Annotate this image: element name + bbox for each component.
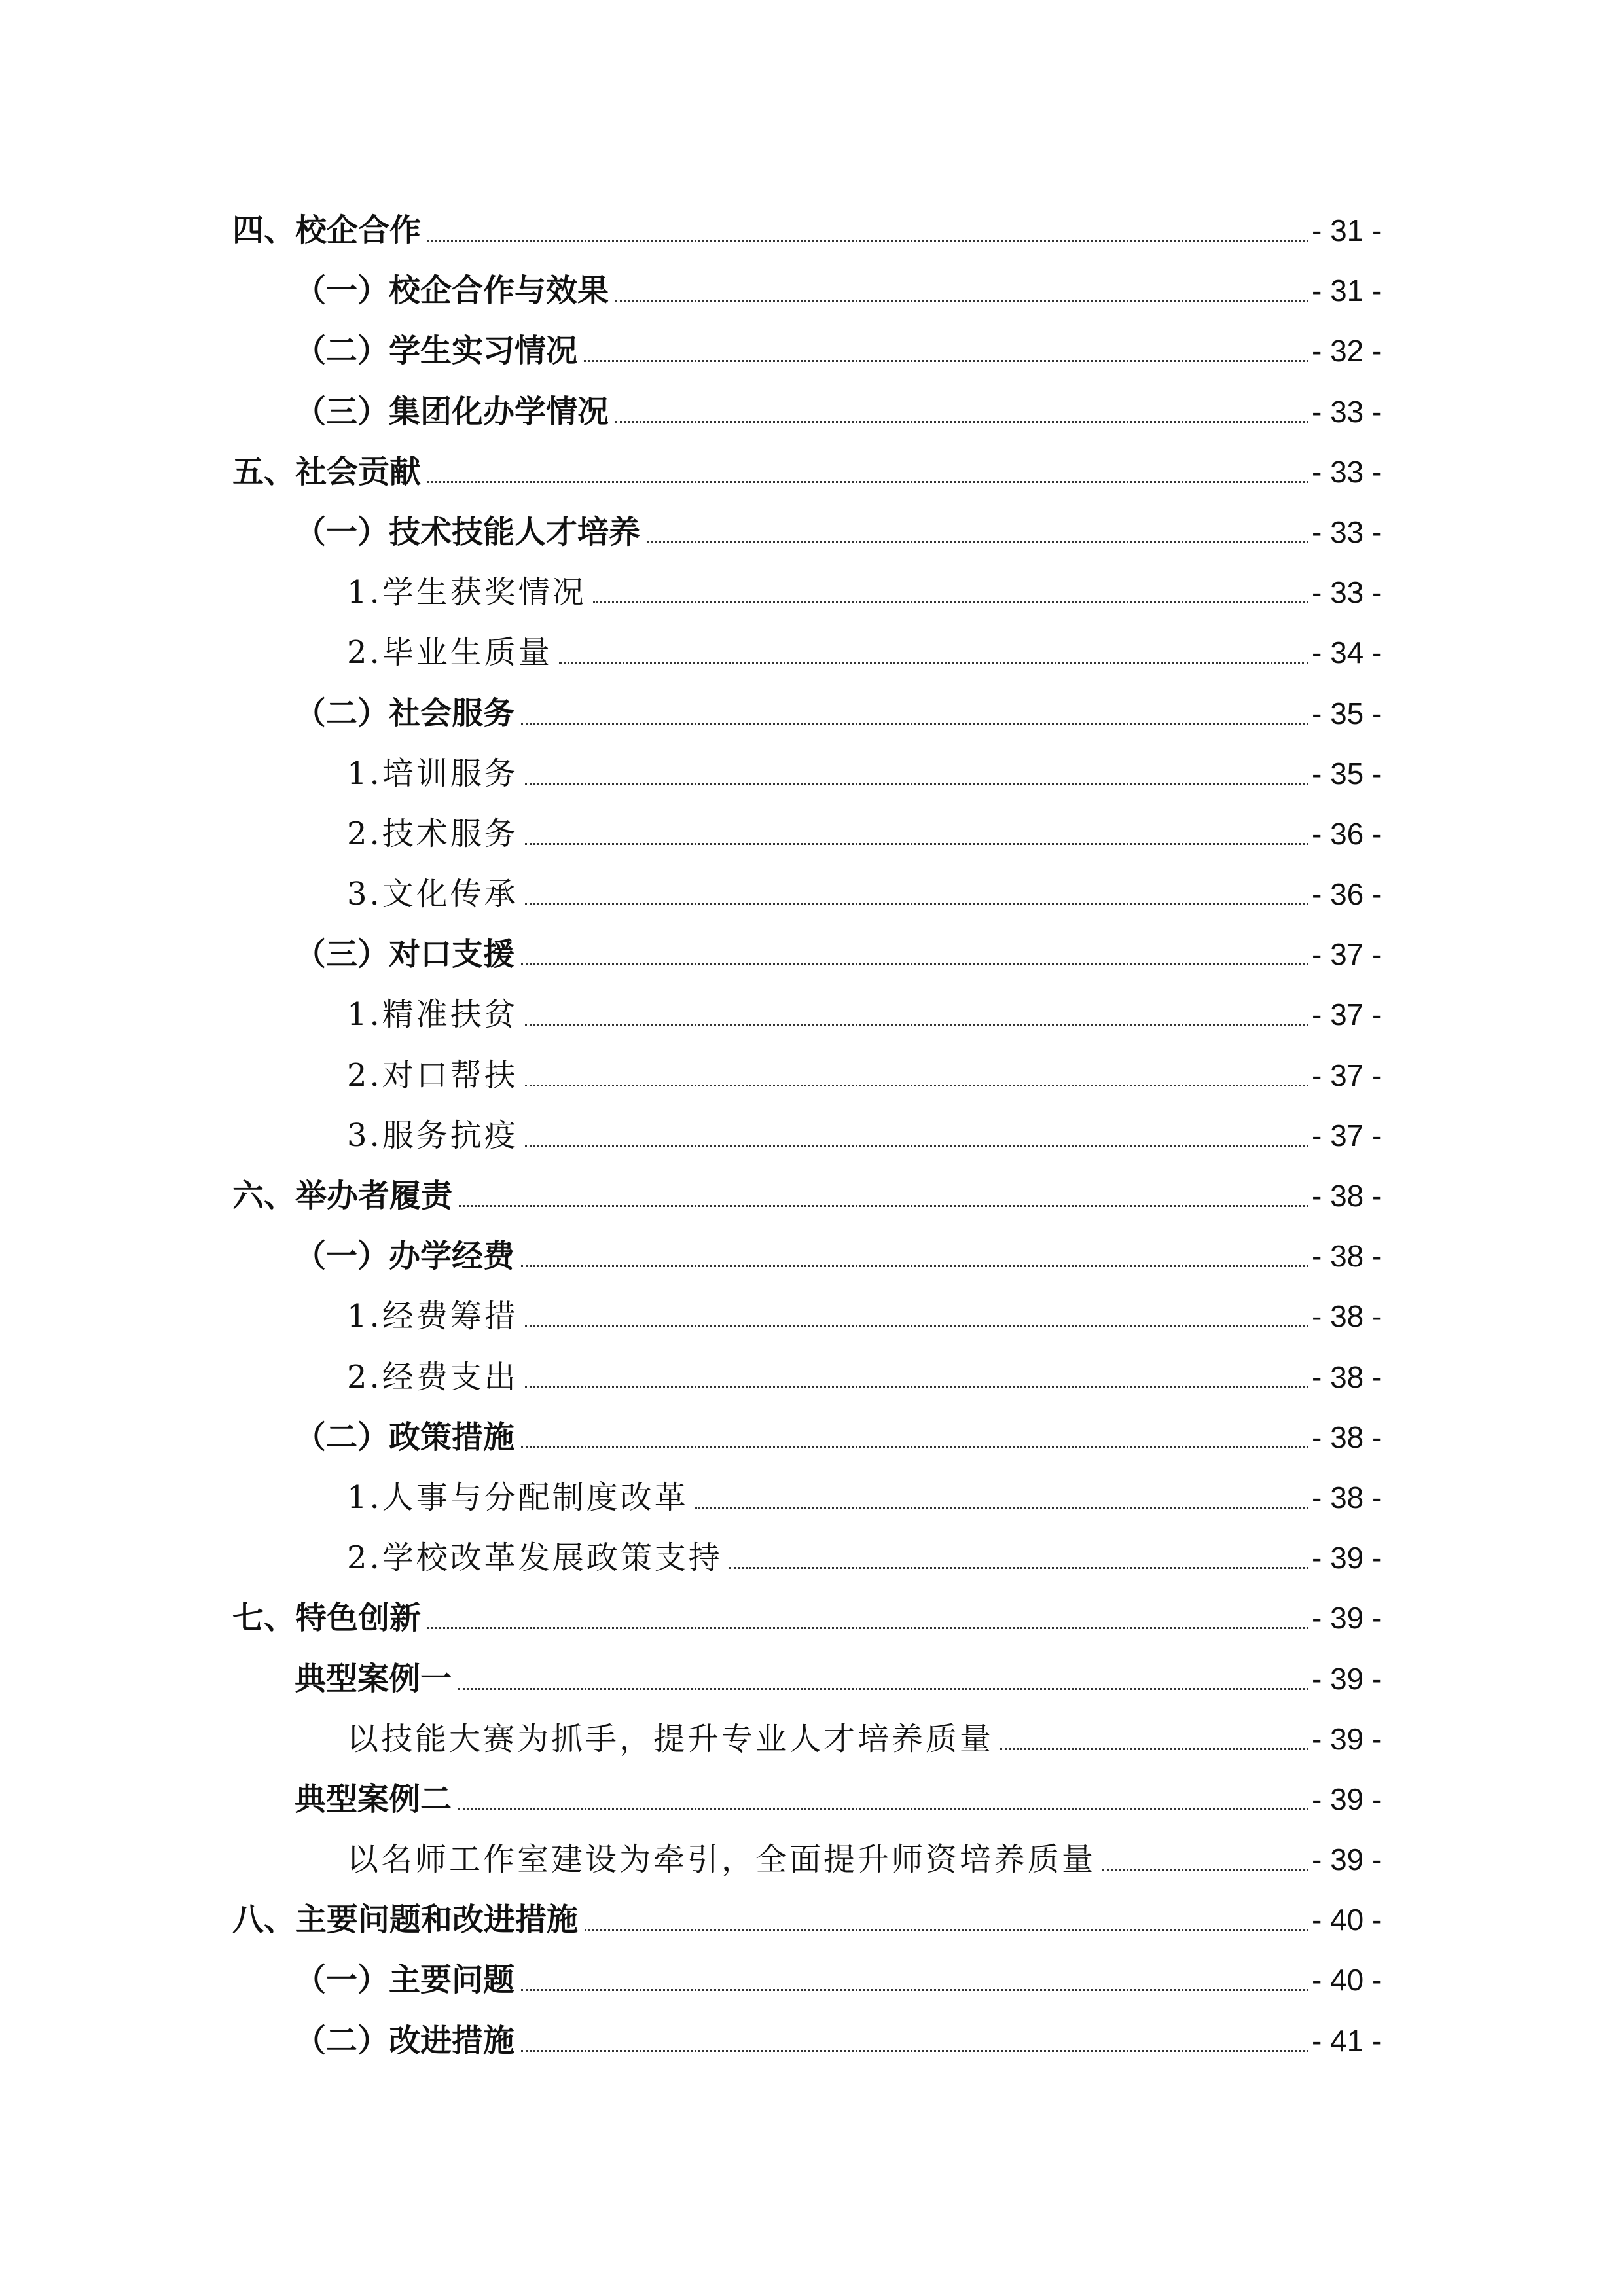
dot-leader [525,783,1309,785]
dot-leader [427,481,1309,483]
dot-leader [615,421,1309,423]
toc-entry-title[interactable]: 2.经费支出 [347,1357,525,1397]
toc-entry-title[interactable]: 1.经费筹措 [347,1297,525,1336]
toc-entry-page-number[interactable]: - 37 - [1308,995,1403,1034]
toc-entry[interactable] [0,1403,1624,1463]
dot-leader [559,662,1309,664]
toc-entry-title[interactable]: 以名师工作室建设为牵引，全面提升师资培养质量 [347,1840,1102,1879]
toc-entry-page-number[interactable]: - 36 - [1308,874,1403,914]
toc-entry-title[interactable]: （三）集团化办学情况 [295,392,615,431]
toc-entry-title[interactable]: 八、主要问题和改进措施 [232,1900,585,1939]
toc-entry-title[interactable]: （二）政策措施 [295,1418,521,1457]
toc-entry-page-number[interactable]: - 38 - [1308,1418,1403,1457]
toc-entry-title[interactable]: （二）学生实习情况 [295,331,584,370]
toc-entry-title[interactable]: （一）主要问题 [295,1960,521,2000]
toc-entry[interactable] [0,378,1624,438]
dot-leader [521,1265,1309,1267]
toc-entry-page-number[interactable]: - 34 - [1308,633,1403,672]
dot-leader [459,1205,1309,1207]
toc-entry-title[interactable]: 1.人事与分配制度改革 [347,1478,695,1517]
toc-entry-title[interactable]: 3.服务抗疫 [347,1116,525,1155]
toc-entry[interactable] [0,1825,1624,1886]
toc-entry[interactable] [0,1041,1624,1102]
toc-entry[interactable] [0,1162,1624,1222]
dot-leader [525,1145,1309,1147]
dot-leader [458,1808,1309,1810]
toc-entry-page-number[interactable]: - 31 - [1308,211,1403,250]
dot-leader [584,360,1309,362]
toc-entry-title[interactable]: （二）改进措施 [295,2021,521,2060]
toc-entry[interactable] [0,1705,1624,1765]
toc-entry-page-number[interactable]: - 40 - [1308,1960,1403,2000]
toc-entry[interactable] [0,860,1624,920]
toc-entry[interactable] [0,980,1624,1041]
dot-leader [525,1325,1309,1327]
toc-entry[interactable] [0,1886,1624,1946]
toc-entry[interactable] [0,1645,1624,1705]
dot-leader [521,1989,1309,1991]
toc-entry-page-number[interactable]: - 39 - [1308,1780,1403,1819]
toc-entry-title[interactable]: （一）办学经费 [295,1236,521,1276]
toc-entry[interactable] [0,317,1624,377]
toc-entry-page-number[interactable]: - 39 - [1308,1719,1403,1759]
dot-leader [647,541,1309,543]
toc-entry[interactable] [0,1584,1624,1644]
toc-entry-page-number[interactable]: - 39 - [1308,1538,1403,1577]
toc-entry-page-number[interactable]: - 38 - [1308,1478,1403,1517]
toc-entry-title[interactable]: 五、社会贡献 [232,452,427,492]
toc-entry-title[interactable]: 2.对口帮扶 [347,1056,525,1095]
toc-entry-page-number[interactable]: - 38 - [1308,1236,1403,1276]
dot-leader [458,1688,1309,1690]
toc-entry[interactable] [0,1463,1624,1524]
toc-entry-page-number[interactable]: - 37 - [1308,935,1403,974]
toc-entry[interactable] [0,196,1624,257]
dot-leader [615,300,1309,302]
toc-entry[interactable] [0,438,1624,498]
toc-entry-page-number[interactable]: - 32 - [1308,331,1403,370]
toc-entry-page-number[interactable]: - 38 - [1308,1297,1403,1336]
toc-entry[interactable] [0,1343,1624,1403]
toc-entry[interactable] [0,1222,1624,1282]
dot-leader [1000,1748,1309,1750]
dot-leader [1102,1869,1309,1871]
toc-entry-page-number[interactable]: - 35 - [1308,754,1403,793]
dot-leader [525,1024,1309,1026]
toc-entry-page-number[interactable]: - 39 - [1308,1840,1403,1879]
toc-entry-title[interactable]: 四、校企合作 [232,211,427,250]
toc-entry-page-number[interactable]: - 38 - [1308,1357,1403,1397]
toc-entry-title[interactable]: 典型案例二 [295,1780,458,1819]
toc-entry-title[interactable]: 以技能大赛为抓手，提升专业人才培养质量 [347,1719,1000,1759]
toc-entry-title[interactable]: （三）对口支援 [295,935,521,974]
toc-entry[interactable] [0,1282,1624,1342]
dot-leader [521,963,1309,965]
toc-entry-page-number[interactable]: - 33 - [1308,573,1403,612]
toc-entry[interactable] [0,1946,1624,2006]
dot-leader [521,1446,1309,1448]
toc-entry-page-number[interactable]: - 33 - [1308,512,1403,552]
toc-entry-title[interactable]: 典型案例一 [295,1659,458,1698]
dot-leader [695,1507,1309,1509]
toc-entry[interactable] [0,1524,1624,1584]
toc-entry-page-number[interactable]: - 37 - [1308,1056,1403,1095]
toc-entry-page-number[interactable]: - 40 - [1308,1900,1403,1939]
toc-entry[interactable] [0,1102,1624,1162]
toc-entry-page-number[interactable]: - 33 - [1308,452,1403,492]
toc-entry[interactable] [0,2007,1624,2067]
toc-entry-page-number[interactable]: - 33 - [1308,392,1403,431]
toc-entry-page-number[interactable]: - 41 - [1308,2021,1403,2060]
toc-entry-title[interactable]: 1.学生获奖情况 [347,573,593,612]
dot-leader [525,1386,1309,1388]
dot-leader [521,723,1309,725]
toc-entry-title[interactable]: 2.毕业生质量 [347,633,559,672]
toc-entry[interactable] [0,800,1624,860]
toc-entry-title[interactable]: 1.培训服务 [347,754,525,793]
toc-entry-title[interactable]: 2.技术服务 [347,814,525,853]
toc-entry[interactable] [0,558,1624,619]
toc-entry-title[interactable]: 1.精准扶贫 [347,995,525,1034]
toc-entry-title[interactable]: 七、特色创新 [232,1598,427,1638]
toc-entry[interactable] [0,619,1624,679]
dot-leader [585,1929,1309,1931]
toc-entry-page-number[interactable]: - 37 - [1308,1116,1403,1155]
toc-entry-title[interactable]: 3.文化传承 [347,874,525,914]
table-of-contents [0,196,1624,2067]
toc-entry-title[interactable]: （二）社会服务 [295,694,521,733]
toc-entry-page-number[interactable]: - 38 - [1308,1176,1403,1215]
toc-entry-page-number[interactable]: - 36 - [1308,814,1403,853]
toc-entry[interactable] [0,498,1624,558]
dot-leader [427,1627,1309,1629]
dot-leader [525,1085,1309,1086]
toc-entry-page-number[interactable]: - 31 - [1308,271,1403,310]
toc-entry[interactable] [0,679,1624,740]
dot-leader [729,1567,1309,1569]
dot-leader [521,2050,1309,2052]
toc-entry-page-number[interactable]: - 39 - [1308,1659,1403,1698]
toc-entry[interactable] [0,740,1624,800]
toc-entry-title[interactable]: （一）校企合作与效果 [295,271,615,310]
dot-leader [525,903,1309,905]
toc-entry-title[interactable]: 六、举办者履责 [232,1176,459,1215]
toc-entry-page-number[interactable]: - 35 - [1308,694,1403,733]
dot-leader [593,601,1309,603]
dot-leader [525,843,1309,845]
toc-entry-title[interactable]: （一）技术技能人才培养 [295,512,647,552]
toc-entry[interactable] [0,257,1624,317]
dot-leader [427,240,1309,242]
toc-entry-title[interactable]: 2.学校改革发展政策支持 [347,1538,729,1577]
toc-entry-page-number[interactable]: - 39 - [1308,1598,1403,1638]
toc-entry[interactable] [0,1765,1624,1825]
toc-entry[interactable] [0,920,1624,980]
